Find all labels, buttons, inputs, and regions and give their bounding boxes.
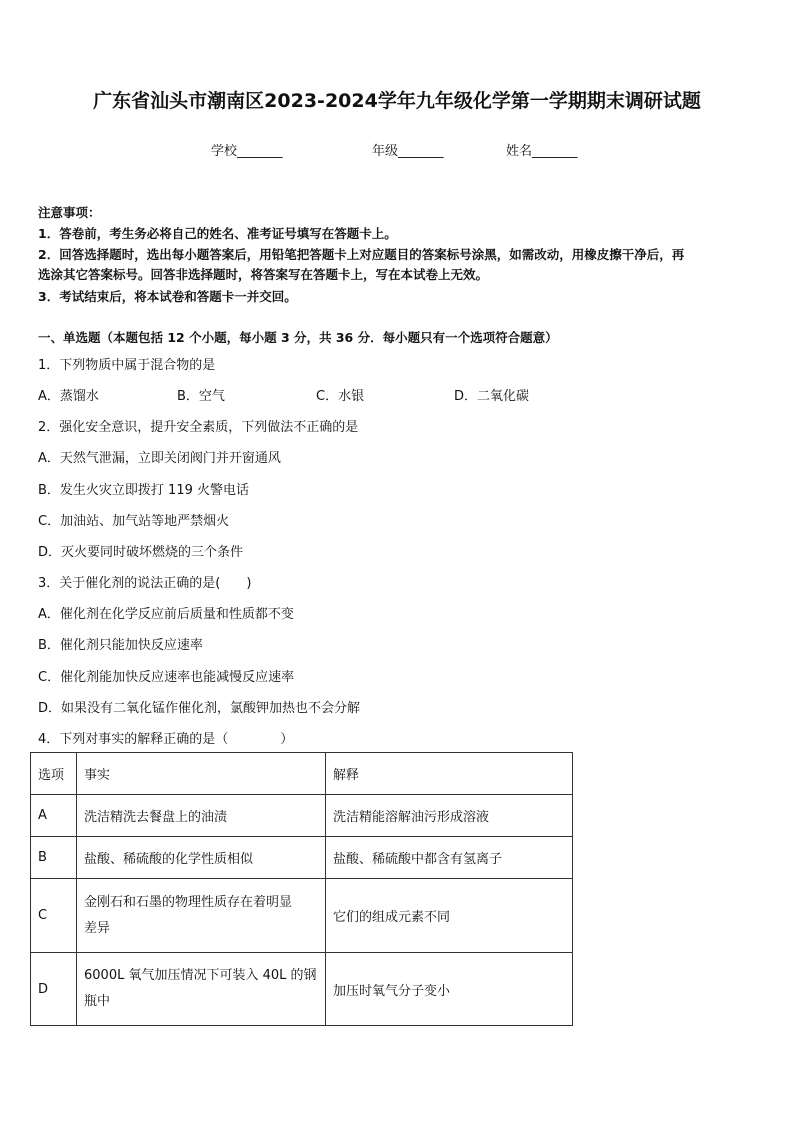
table-cell-fact: [77, 879, 326, 953]
q3-stem: 3．关于催化剂的说法正确的是( ): [38, 576, 252, 591]
table-header-cell: 事实: [77, 753, 326, 795]
table-cell-fact: [77, 953, 326, 1026]
q1-option-b: B．空气: [177, 389, 225, 404]
table-header-row: [31, 753, 573, 795]
q3-option-c: C．催化剂能加快反应速率也能减慢反应速率: [38, 670, 295, 685]
q3-option-d: D．如果没有二氧化锰作催化剂，氯酸钾加热也不会分解: [38, 701, 361, 716]
table-cell-fact-line: 瓶中: [84, 994, 111, 1009]
q1-option-a: A．蒸馏水: [38, 389, 99, 404]
grade-field: 年级_______: [372, 144, 444, 159]
q2-stem: 2．强化安全意识，提升安全素质，下列做法不正确的是: [38, 420, 359, 435]
answer-table: [30, 752, 573, 1026]
table-cell-fact-line: 差异: [84, 920, 111, 936]
table-row: [31, 879, 573, 953]
table-cell-fact: 盐酸、稀硫酸的化学性质相似: [77, 837, 326, 879]
name-field: 姓名_______: [506, 144, 578, 159]
q2-option-b: B．发生火灾立即拨打 119 火警电话: [38, 483, 249, 498]
table-row: [31, 953, 573, 1026]
table-cell-option: D: [31, 953, 77, 1026]
q2-option-a: A．天然气泄漏，立即关闭阀门并开窗通风: [38, 451, 281, 466]
table-row: [31, 837, 573, 879]
table-cell-explanation: 加压时氧气分子变小: [326, 953, 573, 1026]
q4-stem: 4．下列对事实的解释正确的是（ ）: [38, 732, 294, 747]
table-cell-explanation: 它们的组成元素不同: [326, 879, 573, 953]
table-cell-fact: 洗洁精洗去餐盘上的油渍: [77, 795, 326, 837]
notice-item-2: 2．回答选择题时，选出每小题答案后，用铅笔把答题卡上对应题目的答案标号涂黑，如需改动，用橡皮擦干净后，再: [38, 247, 685, 262]
q1-option-c: C．水银: [316, 389, 365, 404]
q2-option-d: D．灭火要同时破坏燃烧的三个条件: [38, 545, 244, 560]
table-header-cell: 解释: [326, 753, 573, 795]
table-cell-explanation: 盐酸、稀硫酸中都含有氢离子: [326, 837, 573, 879]
q2-option-c: C．加油站、加气站等地严禁烟火: [38, 514, 230, 529]
school-field: 学校_______: [211, 144, 283, 159]
section-heading: 一、单选题（本题包括 12 个小题，每小题 3 分，共 36 分．每小题只有一个选项符合题意）: [38, 330, 558, 345]
table-cell-option: A: [31, 795, 77, 837]
table-cell-option: C: [31, 879, 77, 953]
page-title: 广东省汕头市潮南区2023-2024学年九年级化学第一学期期末调研试题: [93, 90, 701, 112]
q1-option-d: D．二氧化碳: [454, 389, 530, 404]
notice-item-1: 1．答卷前，考生务必将自己的姓名、准考证号填写在答题卡上。: [38, 226, 397, 241]
table-cell-fact-line: 金刚石和石墨的物理性质存在着明显: [84, 894, 293, 910]
notice-item-3: 3．考试结束后，将本试卷和答题卡一并交回。: [38, 289, 297, 304]
table-cell-fact-line: 6000L 氧气加压情况下可装入 40L 的钢: [84, 968, 317, 983]
table-row: [31, 795, 573, 837]
notice-item-2-cont: 选涂其它答案标号。回答非选择题时，将答案写在答题卡上，写在本试卷上无效。: [38, 267, 489, 282]
q3-option-b: B．催化剂只能加快反应速率: [38, 638, 203, 653]
table-cell-option: B: [31, 837, 77, 879]
table-cell-explanation: 洗洁精能溶解油污形成溶液: [326, 795, 573, 837]
table-header-cell: 选项: [31, 753, 77, 795]
notice-heading: 注意事项：: [38, 205, 101, 220]
q1-stem: 1．下列物质中属于混合物的是: [38, 358, 216, 373]
q3-option-a: A．催化剂在化学反应前后质量和性质都不变: [38, 607, 294, 622]
